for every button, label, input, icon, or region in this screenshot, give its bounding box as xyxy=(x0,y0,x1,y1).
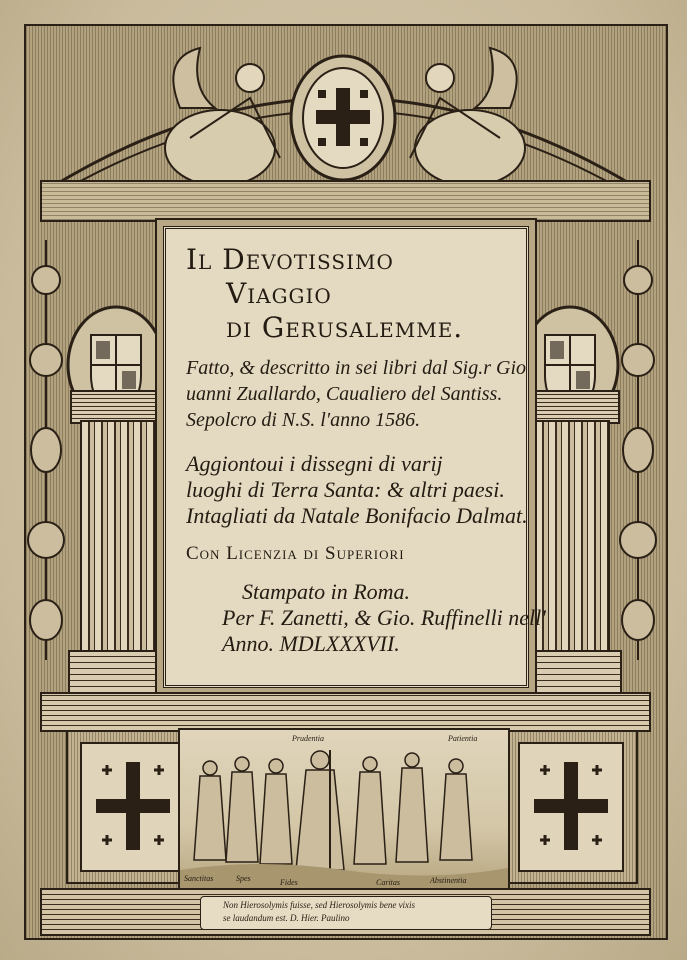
left-pedestal-panel xyxy=(80,742,186,872)
imprint-line-1: Stampato in Roma. xyxy=(242,579,411,604)
right-pedestal-panel xyxy=(518,742,624,872)
left-column-capital xyxy=(70,390,166,424)
right-pedestal xyxy=(504,730,638,884)
jerusalem-cross-crest xyxy=(291,56,395,180)
motto-line-1: Non Hierosolymis fuisse, sed Hierosolymis bene vixis xyxy=(223,900,416,910)
entablature xyxy=(40,180,651,222)
title-line-2: Viaggio xyxy=(226,277,332,310)
author-line-3: Sepolcro di N.S. l'anno 1586. xyxy=(186,409,421,431)
motto-line-2: se laudandum est. D. Hier. Paulino xyxy=(223,913,350,923)
jerusalem-cross-icon xyxy=(82,744,184,870)
left-column xyxy=(66,220,166,690)
label-abstinentia: Abstinentia xyxy=(430,876,467,885)
label-spes: Spes xyxy=(236,874,251,883)
right-column-base xyxy=(522,650,622,694)
license-line: Con Licenzia di Superiori xyxy=(186,543,405,564)
left-fruit-garland xyxy=(24,240,68,660)
virtues-scene xyxy=(178,728,510,892)
motto-cartouche xyxy=(200,896,492,930)
imprint-line-3: Anno. MDLXXXVII. xyxy=(222,631,400,656)
podium-band xyxy=(40,692,651,732)
engraving-line-3: Intagliati da Natale Bonifacio Dalmat. xyxy=(186,503,528,528)
left-column-base xyxy=(68,650,168,694)
author-line-2: uanni Zuallardo, Caualiero del Santiss. xyxy=(186,383,503,405)
label-prudentia: Prudentia xyxy=(292,734,324,743)
engraving-line-1: Aggiontoui i dissegni di varij xyxy=(186,451,443,476)
title-panel xyxy=(163,226,546,688)
engraving-line-2: luoghi di Terra Santa: & altri paesi. xyxy=(186,477,505,502)
imprint-line-2: Per F. Zanetti, & Gio. Ruffinelli nell' xyxy=(222,605,546,630)
label-patientia: Patientia xyxy=(448,734,478,743)
label-caritas: Caritas xyxy=(376,878,401,887)
jerusalem-cross-icon xyxy=(520,744,622,870)
title-line-1: Il Devotissimo xyxy=(186,243,394,276)
left-column-shaft xyxy=(80,420,156,654)
title-line-3: di Gerusalemme. xyxy=(226,311,464,344)
label-sanctitas: Sanctitas xyxy=(184,874,214,883)
right-fruit-garland xyxy=(616,240,660,660)
author-line-1: Fatto, & descritto in sei libri dal Sig.r Gio xyxy=(186,357,526,379)
label-fides: Fides xyxy=(280,878,298,887)
right-column-capital xyxy=(524,390,620,424)
pilgrim-and-virtues-illustration xyxy=(180,730,508,890)
